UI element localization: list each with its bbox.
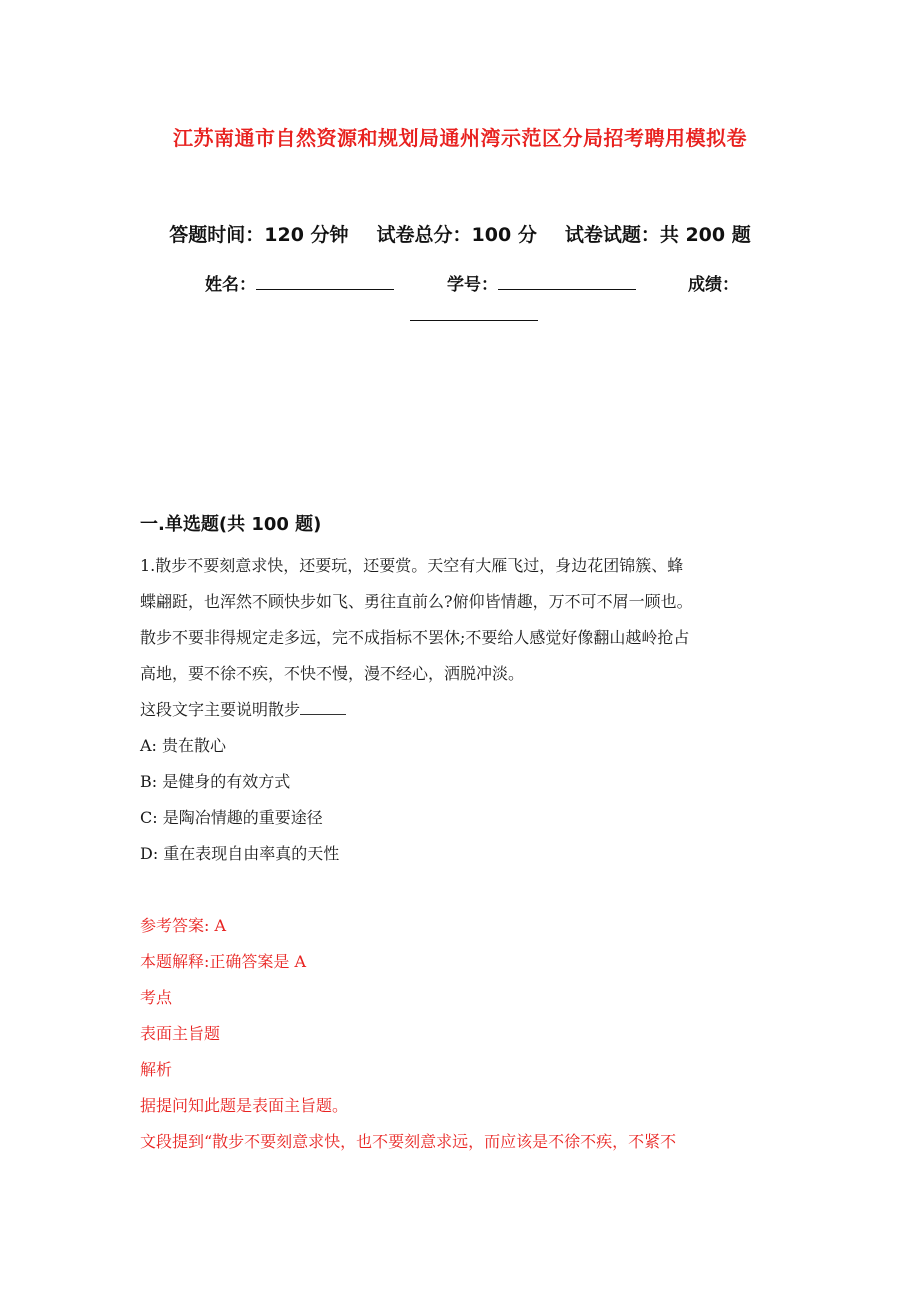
name-field — [205, 270, 394, 295]
option-b[interactable]: B: 是健身的有效方式 — [140, 772, 291, 791]
question-stem-line: 1.散步不要刻意求快，还要玩，还要赏。天空有大雁飞过，身边花团锦簇、蜂 — [140, 556, 684, 575]
section-heading: 一.单选题(共 100 题) — [140, 514, 322, 535]
answer-block — [140, 908, 780, 1160]
score-field — [688, 270, 739, 295]
question-prompt-text: 这段文字主要说明散步 — [140, 700, 301, 719]
question-prompt — [140, 692, 780, 728]
kaodian-label: 考点 — [140, 988, 173, 1007]
exam-total-score: 试卷总分：100 分 — [376, 224, 537, 246]
question-stem-line: 蝶翩跹，也浑然不顾快步如飞、勇往直前么?俯仰皆情趣，万不可不屑一顾也。 — [140, 592, 693, 611]
option-d[interactable]: D: 重在表现自由率真的天性 — [140, 844, 340, 863]
kaodian-value: 表面主旨题 — [140, 1024, 221, 1043]
exam-info-row — [0, 220, 920, 247]
question-stem — [140, 548, 780, 692]
answer-blank — [300, 696, 346, 715]
question-stem-line: 高地，要不徐不疾，不快不慢，漫不经心，洒脱冲淡。 — [140, 664, 525, 683]
option-a[interactable]: A: 贵在散心 — [140, 736, 227, 755]
option-c[interactable]: C: 是陶冶情趣的重要途径 — [140, 808, 323, 827]
answer-explanation: 本题解释:正确答案是 A — [140, 952, 307, 971]
jiexi-line-1: 据提问知此题是表面主旨题。 — [140, 1096, 349, 1115]
document-title: 江苏南通市自然资源和规划局通州湾示范区分局招考聘用模拟卷 — [173, 126, 747, 150]
student-id-label: 学号： — [447, 275, 498, 295]
score-label: 成绩： — [688, 275, 739, 295]
name-label: 姓名： — [205, 275, 256, 295]
exam-time: 答题时间：120 分钟 — [169, 224, 349, 246]
student-id-blank-line[interactable] — [498, 271, 636, 290]
question-block — [140, 548, 780, 872]
exam-question-count: 试卷试题：共 200 题 — [564, 224, 751, 246]
score-blank-line[interactable] — [410, 320, 538, 321]
jiexi-label: 解析 — [140, 1060, 173, 1079]
jiexi-line-2: 文段提到“散步不要刻意求快，也不要刻意求远，而应该是不徐不疾，不紧不 — [140, 1132, 677, 1151]
student-id-field — [447, 270, 636, 295]
reference-answer: 参考答案: A — [140, 916, 227, 935]
question-stem-line: 散步不要非得规定走多远，完不成指标不罢休;不要给人感觉好像翻山越岭抢占 — [140, 628, 690, 647]
name-blank-line[interactable] — [256, 271, 394, 290]
